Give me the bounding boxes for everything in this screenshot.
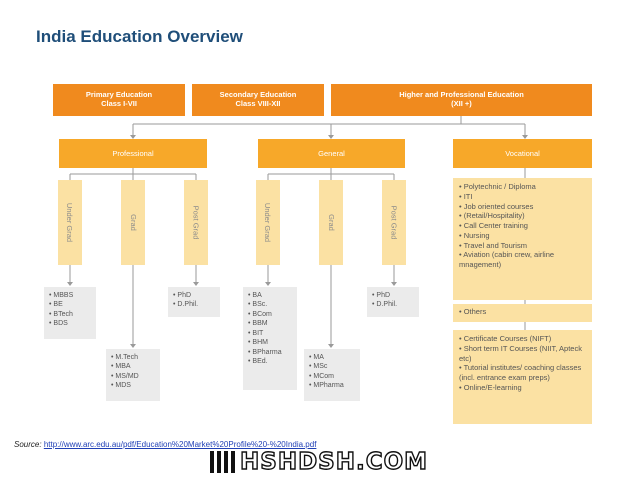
list-item: • BSc.: [248, 300, 292, 309]
professional-post-grad-list: [168, 287, 220, 317]
source-citation: [14, 440, 316, 449]
list-item: • PhD: [173, 291, 215, 300]
list-item: • Aviation (cabin crew, airline mnagement): [459, 250, 586, 270]
general-grad-list: [304, 349, 360, 401]
secondary-education-classes: Class VIII-XII: [235, 99, 281, 108]
professional-under-grad-list: [44, 287, 96, 339]
list-item: • MBA: [111, 362, 155, 371]
list-item: • Certificate Courses (NIFT): [459, 334, 586, 344]
list-item: • BEd.: [248, 357, 292, 366]
general-grad-label: Grad: [326, 214, 336, 231]
others-item: • Others: [459, 307, 586, 317]
list-item: • BIT: [248, 329, 292, 338]
barcode-icon: [210, 451, 236, 473]
list-item: • MBBS: [49, 291, 91, 300]
vocational-list: [453, 178, 592, 300]
source-label: Source:: [14, 440, 42, 449]
general-post-grad-level: [382, 180, 406, 265]
list-item: • MSc: [309, 362, 355, 371]
vocational-courses-list: [453, 330, 592, 424]
professional-under-grad-level: [58, 180, 82, 265]
list-item: • MCom: [309, 372, 355, 381]
list-item: • (Retail/Hospitality): [459, 211, 586, 221]
professional-grad-label: Grad: [128, 214, 138, 231]
general-under-grad-level: [256, 180, 280, 265]
list-item: • Polytechnic / Diploma: [459, 182, 586, 192]
list-item: • ITI: [459, 192, 586, 202]
professional-post-grad-level: [184, 180, 208, 265]
list-item: • BTech: [49, 310, 91, 319]
list-item: • BDS: [49, 319, 91, 328]
list-item: • MPharma: [309, 381, 355, 390]
list-item: • PhD: [372, 291, 414, 300]
list-item: • M.Tech: [111, 353, 155, 362]
source-link[interactable]: http://www.arc.edu.au/pdf/Education%20Market%20Profile%20-%20India.pdf: [43, 440, 317, 449]
higher-education-box: [331, 84, 592, 116]
list-item: • MS/MD: [111, 372, 155, 381]
primary-education-classes: Class I-VII: [101, 99, 137, 108]
vocational-box: Vocational: [453, 139, 592, 168]
list-item: • Travel and Tourism: [459, 241, 586, 251]
professional-post-grad-label: Post Grad: [191, 205, 201, 240]
general-under-grad-label: Under Grad: [263, 202, 273, 243]
list-item: • BPharma: [248, 348, 292, 357]
list-item: • BHM: [248, 338, 292, 347]
general-grad-level: [319, 180, 343, 265]
general-box: General: [258, 139, 405, 168]
list-item: • Tutorial institutes/ coaching classes (incl. entrance exam preps): [459, 363, 586, 383]
list-item: • Nursing: [459, 231, 586, 241]
secondary-education-label: Secondary Education: [219, 90, 297, 100]
list-item: • MA: [309, 353, 355, 362]
list-item: • Call Center training: [459, 221, 586, 231]
professional-grad-level: [121, 180, 145, 265]
list-item: • BCom: [248, 310, 292, 319]
list-item: • D.Phil.: [372, 300, 414, 309]
list-item: • BE: [49, 300, 91, 309]
list-item: • BBM: [248, 319, 292, 328]
general-post-grad-list: [367, 287, 419, 317]
professional-under-grad-label: Under Grad: [65, 202, 75, 243]
list-item: • MDS: [111, 381, 155, 390]
professional-grad-list: [106, 349, 160, 401]
list-item: • D.Phil.: [173, 300, 215, 309]
primary-education-box: [53, 84, 185, 116]
higher-education-label: Higher and Professional Education: [399, 90, 524, 100]
watermark-text: HSHDSH.COM: [240, 449, 429, 475]
professional-box: Professional: [59, 139, 207, 168]
watermark-logo: [210, 449, 428, 475]
primary-education-label: Primary Education: [85, 90, 153, 100]
list-item: • Short term IT Courses (NIIT, Apteck etc): [459, 344, 586, 364]
general-post-grad-label: Post Grad: [389, 205, 399, 240]
page-title: India Education Overview: [36, 27, 243, 46]
secondary-education-box: [192, 84, 324, 116]
general-under-grad-list: [243, 287, 297, 390]
vocational-others-box: [453, 304, 592, 322]
list-item: • BA: [248, 291, 292, 300]
higher-education-classes: (XII +): [451, 99, 472, 108]
list-item: • Job oriented courses: [459, 202, 586, 212]
list-item: • Online/E-learning: [459, 383, 586, 393]
